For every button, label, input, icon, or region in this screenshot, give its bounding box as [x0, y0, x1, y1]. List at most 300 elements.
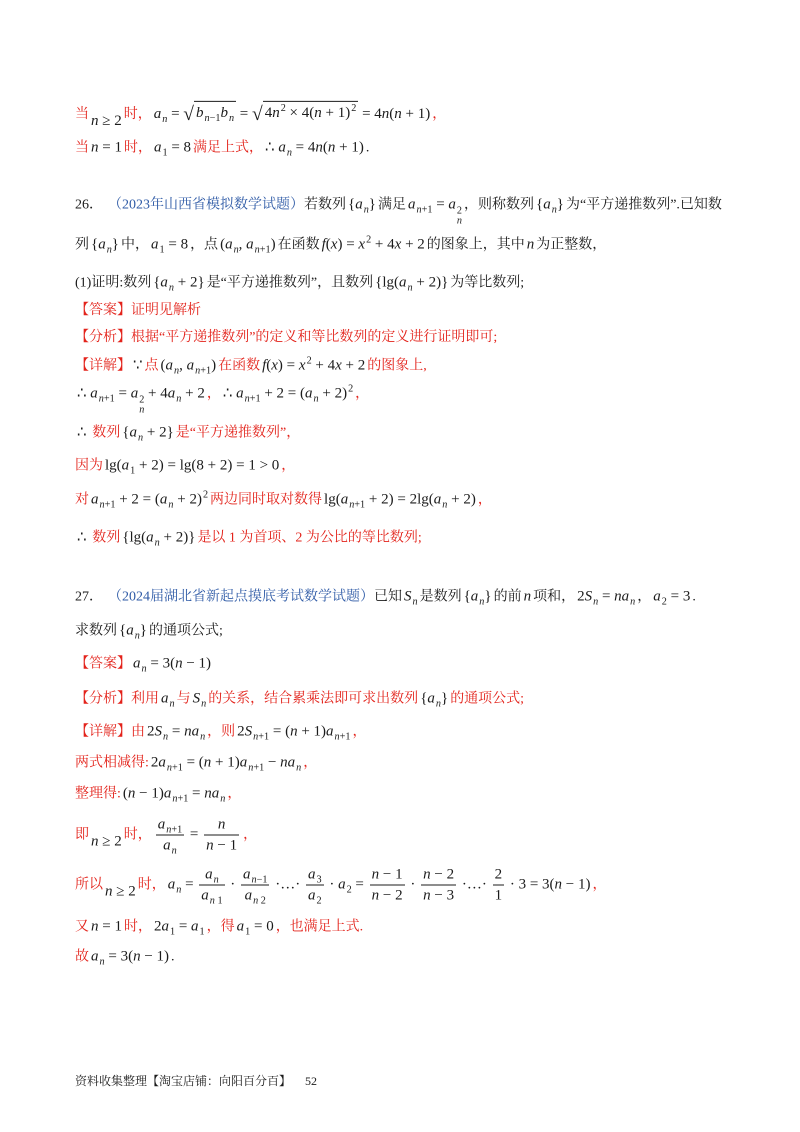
- math-text: [326, 724, 334, 740]
- math-variable: n: [233, 244, 239, 256]
- math-group: [122, 785, 226, 805]
- math-text: 2: [150, 754, 159, 771]
- source-tag: （2023年山西省模拟数学试题）: [115, 197, 304, 213]
- math-variable: a: [130, 385, 139, 402]
- math-expression: [160, 357, 217, 377]
- radicand: [263, 101, 359, 123]
- math-text: [160, 275, 168, 291]
- math-variable: n: [296, 762, 302, 774]
- text-run: .: [692, 589, 696, 605]
- solution-text: 所以: [75, 877, 103, 893]
- math-text: {: [536, 196, 544, 213]
- math-group: [404, 588, 418, 608]
- math-text: = (n + 1): [272, 723, 327, 740]
- math-group: [262, 355, 366, 374]
- math-expression: [167, 866, 591, 907]
- math-text: 2: [494, 866, 503, 883]
- text-run: .: [365, 140, 370, 156]
- math-text: {: [348, 196, 356, 213]
- math-expression: [105, 883, 136, 899]
- math-group: [324, 491, 476, 511]
- subscripted-symbol: [244, 887, 266, 907]
- math-variable: a: [244, 887, 253, 904]
- math-text: (: [428, 491, 434, 508]
- subscripted-symbol: [427, 690, 441, 710]
- math-variable: n: [134, 630, 140, 642]
- math-variable: x: [335, 357, 342, 374]
- math-variable: S: [244, 723, 253, 740]
- subscript: [245, 393, 261, 404]
- math-text: ): [270, 236, 276, 253]
- math-text: [296, 762, 301, 773]
- math-text: f(x) =: [262, 357, 296, 374]
- math-text: 2: [139, 394, 145, 406]
- fraction: [370, 866, 405, 905]
- math-text: [246, 237, 254, 253]
- analysis-27: [75, 689, 524, 710]
- math-variable: n: [363, 204, 369, 216]
- math-text: [524, 589, 532, 605]
- math-group: [105, 457, 280, 477]
- math-text: + 2) = 2: [368, 491, 418, 508]
- solution-text: 点: [144, 358, 159, 374]
- superscripted-symbol: [342, 383, 354, 402]
- math-variable: n: [174, 365, 180, 377]
- subscript: [200, 731, 205, 742]
- math-text: 4: [264, 104, 273, 121]
- math-group: [222, 383, 354, 405]
- math-text: (: [335, 491, 341, 508]
- math-variable: a: [355, 196, 363, 213]
- math-text: + 4: [148, 385, 168, 402]
- math-text: 2: [316, 895, 322, 907]
- solution-text: 满足上式，: [193, 140, 264, 156]
- math-text: (: [116, 457, 122, 474]
- math-variable: a: [161, 690, 169, 707]
- math-text: 2: [237, 723, 245, 740]
- math-variable: n: [98, 393, 104, 405]
- math-variable: x: [394, 236, 402, 253]
- subscript: [172, 793, 188, 804]
- math-group: [577, 588, 636, 608]
- detail-26-line-3: [75, 423, 300, 444]
- math-text: ∴: [77, 424, 87, 441]
- math-text: {: [463, 588, 471, 605]
- math-text: 2: [366, 234, 372, 246]
- math-expression: [237, 723, 351, 743]
- math-variable: a: [326, 723, 334, 740]
- exponent: [351, 103, 356, 114]
- math-text: 2: [348, 383, 354, 395]
- math-variable: a: [236, 918, 245, 935]
- math-text: = 3(n − 1): [150, 655, 212, 672]
- solution-text: ，则: [207, 724, 236, 740]
- math-text: + 2: [185, 385, 205, 402]
- text-run: 27．: [75, 589, 103, 605]
- solution-text: 数列: [92, 425, 121, 441]
- math-text: }: [484, 588, 492, 605]
- subscript: [229, 112, 234, 123]
- math-variable: a: [621, 588, 630, 605]
- math-variable: n: [168, 282, 175, 294]
- math-text: 2: [153, 918, 162, 935]
- math-variable: a: [205, 866, 213, 883]
- fraction: [493, 866, 505, 905]
- subscripted-symbol: [157, 816, 183, 836]
- subscript: [220, 793, 225, 804]
- math-variable: n: [251, 874, 257, 886]
- math-variable: n: [244, 393, 250, 405]
- math-text: (8 + 2) = 1 > 0: [191, 457, 280, 474]
- math-text: [172, 845, 177, 856]
- numerator: [306, 866, 324, 886]
- solution-text: 又: [75, 919, 89, 935]
- math-function: lg: [129, 529, 142, 546]
- math-group: [653, 588, 691, 608]
- script-stack: [457, 206, 462, 227]
- math-text: =: [171, 106, 180, 123]
- subscripted-symbol: [653, 588, 667, 608]
- text-run: 已知: [374, 589, 402, 605]
- solution-text: 故: [75, 949, 89, 965]
- math-text: n+1: [166, 762, 183, 774]
- math-text: [404, 589, 412, 605]
- math-function: lg: [382, 274, 394, 291]
- math-expression: [150, 754, 302, 774]
- subscript: [205, 112, 221, 123]
- math-text: = 4n(n + 1): [362, 106, 431, 123]
- solution-text: 时，: [123, 919, 152, 935]
- math-variable: a: [427, 690, 435, 707]
- subscripted-symbol: [90, 385, 115, 405]
- math-variable: n: [201, 698, 207, 710]
- math-text: (n − 1): [122, 785, 164, 802]
- solution-text: ，: [432, 107, 447, 123]
- math-text: ,: [179, 357, 183, 374]
- subscript: [316, 895, 321, 906]
- math-text: ·: [410, 876, 416, 893]
- math-text: {: [122, 424, 130, 441]
- solution-text: 即: [75, 827, 89, 843]
- solution-text: 时，: [123, 107, 152, 123]
- solution-text: 时，: [123, 140, 152, 156]
- math-variable: n: [315, 139, 323, 156]
- math-text: [305, 386, 313, 402]
- math-variable: a: [287, 754, 296, 771]
- math-expression: [222, 383, 354, 405]
- math-expression: [324, 491, 476, 511]
- math-variable: n: [138, 432, 144, 444]
- math-text: =: [185, 876, 194, 893]
- detail-26-line-4: [75, 456, 295, 477]
- subscripted-symbol: [167, 385, 182, 405]
- math-variable: a: [163, 837, 171, 854]
- math-variable: n: [371, 887, 380, 904]
- math-variable: n: [127, 785, 136, 802]
- math-text: 2: [202, 489, 209, 501]
- math-variable: a: [153, 106, 162, 123]
- math-text: [91, 492, 99, 508]
- math-variable: a: [153, 139, 162, 156]
- math-text: =: [178, 918, 188, 935]
- subscript: [349, 499, 365, 510]
- math-text: [133, 656, 141, 672]
- text-run: .: [171, 949, 175, 965]
- subscripted-symbol: [151, 236, 165, 256]
- subsup-symbol: [130, 385, 145, 416]
- solution-text: 当: [75, 140, 89, 156]
- math-expression: [524, 589, 532, 605]
- math-text: (: [394, 274, 399, 291]
- math-expression: [265, 139, 364, 159]
- math-text: [151, 237, 159, 253]
- math-variable: n: [171, 845, 177, 857]
- math-expression: [91, 236, 119, 256]
- math-text: [622, 589, 630, 605]
- math-text: [166, 358, 174, 374]
- math-text: + 2) =: [139, 457, 176, 474]
- math-variable: n: [334, 731, 340, 743]
- math-variable: n: [91, 113, 99, 130]
- math-variable: a: [158, 754, 166, 771]
- subscript: [214, 874, 219, 885]
- problem-27-question: [75, 621, 223, 642]
- math-variable: n: [163, 731, 169, 743]
- math-text: n − 2: [423, 866, 455, 883]
- detail-27-line-2: [75, 753, 317, 774]
- math-text: [341, 492, 349, 508]
- subscripted-symbol: [196, 104, 221, 124]
- source-tag: （2024届湖北省新起点摸底考试数学试题）: [115, 589, 374, 605]
- math-group: [154, 816, 241, 857]
- detail-27-line-6: [75, 917, 363, 938]
- text-run: 是数列: [419, 589, 462, 605]
- math-text: n = 1: [91, 139, 122, 156]
- math-text: = n: [601, 588, 622, 605]
- radical-sign-icon: √: [183, 104, 194, 126]
- math-variable: a: [448, 196, 456, 213]
- math-expression: [153, 918, 205, 938]
- math-variable: n: [220, 793, 226, 805]
- math-variable: n: [209, 895, 215, 907]
- math-text: + 4x + 2: [315, 357, 366, 374]
- solution-text: 在函数: [218, 358, 261, 374]
- solution-text: ，: [206, 386, 221, 402]
- math-variable: a: [211, 785, 220, 802]
- detail-27-line-3: [75, 784, 241, 805]
- solution-text: 【分析】利用: [75, 691, 159, 707]
- radical-sign-icon: √: [252, 104, 263, 126]
- math-text: (: [220, 236, 226, 253]
- detail-27-line-1: [75, 722, 366, 743]
- math-text: n 1: [209, 895, 223, 907]
- detail-27-line-4: [75, 816, 257, 855]
- detail-26-line-6: [75, 528, 422, 549]
- math-text: [155, 724, 163, 740]
- math-group: [237, 723, 351, 743]
- text-run: 是“平方递推数列”，且数列: [206, 275, 374, 291]
- math-variable: a: [157, 816, 166, 833]
- math-text: [205, 867, 213, 883]
- math-text: 2: [577, 588, 585, 605]
- math-variable: n: [523, 588, 532, 605]
- numerator: [156, 816, 184, 836]
- math-variable: n: [416, 204, 422, 216]
- math-text: 2: [280, 102, 286, 114]
- math-text: [201, 888, 209, 904]
- solution-text: 时，: [137, 877, 166, 893]
- math-variable: n: [630, 596, 636, 608]
- math-expression: [91, 489, 209, 511]
- math-text: n − 1: [371, 866, 403, 883]
- math-text: · 3 = 3(n − 1): [509, 876, 591, 893]
- math-text: ∴: [77, 385, 87, 402]
- math-function: lg: [105, 457, 117, 474]
- math-text: + 4x + 2: [374, 236, 425, 253]
- math-variable: n: [166, 824, 172, 836]
- square-root: [252, 101, 358, 126]
- subscripted-symbol: [129, 424, 144, 444]
- radicand: [194, 101, 236, 123]
- math-text: n+1: [254, 244, 271, 256]
- math-text: [212, 786, 220, 802]
- subscripted-symbol: [543, 196, 557, 216]
- math-text: [243, 867, 251, 883]
- math-text: [191, 919, 199, 935]
- superscripted-symbol: [345, 102, 357, 121]
- math-text: [630, 596, 635, 607]
- math-text: =: [239, 106, 249, 123]
- subscripted-symbol: [355, 196, 369, 216]
- math-text: [448, 197, 456, 213]
- math-text: [196, 105, 204, 121]
- math-text: [225, 237, 233, 253]
- text-run: 项和，: [533, 589, 576, 605]
- math-variable: b: [196, 104, 204, 121]
- subscript: [248, 762, 264, 773]
- subscripted-symbol: [159, 491, 174, 511]
- math-variable: n: [248, 762, 254, 774]
- math-variable: n: [286, 147, 292, 159]
- subscripted-symbol: [307, 887, 322, 907]
- math-expression: [77, 425, 90, 441]
- text-run: 的图象上，其中: [426, 237, 525, 253]
- math-variable: n: [200, 731, 206, 743]
- math-text: n+1: [253, 731, 270, 743]
- math-text: [308, 867, 316, 883]
- math-text: 1: [162, 147, 168, 159]
- subscripted-symbol: [163, 785, 189, 805]
- math-variable: n: [217, 816, 226, 833]
- math-variable: n: [206, 837, 214, 854]
- math-variable: n: [203, 754, 212, 771]
- math-variable: n: [91, 139, 99, 156]
- math-text: 1: [159, 244, 165, 256]
- math-variable: a: [151, 236, 159, 253]
- solution-text: 对: [75, 492, 89, 508]
- detail-27-line-7: [75, 947, 175, 968]
- math-expression: [122, 529, 196, 549]
- math-group: [321, 234, 425, 253]
- subscript: [195, 365, 211, 376]
- math-text: [653, 589, 661, 605]
- math-expression: [375, 274, 449, 294]
- math-variable: n: [91, 833, 99, 850]
- math-variable: a: [159, 491, 168, 508]
- math-text: [187, 358, 195, 374]
- math-text: [585, 589, 593, 605]
- math-text: [543, 197, 551, 213]
- math-variable: a: [186, 357, 195, 374]
- subscripted-symbol: [161, 690, 175, 710]
- subscript: [413, 596, 418, 607]
- math-text: n+1: [244, 393, 261, 405]
- math-text: + 2: [322, 385, 343, 402]
- math-expression: [527, 237, 535, 253]
- math-group: [133, 655, 212, 675]
- math-group: [150, 754, 302, 774]
- math-variable: n: [204, 785, 212, 802]
- math-text: n+1: [334, 731, 351, 743]
- math-group: [536, 196, 564, 216]
- math-group: [119, 622, 147, 642]
- math-text: [236, 386, 244, 402]
- superscripted-symbol: [358, 234, 372, 253]
- math-variable: n: [412, 596, 418, 608]
- math-group: [264, 102, 357, 121]
- subscripted-symbol: [244, 723, 270, 743]
- math-variable: n: [314, 104, 322, 121]
- subscript: [457, 217, 462, 228]
- math-variable: n: [99, 956, 105, 968]
- math-text: {: [420, 690, 428, 707]
- math-function: lg: [324, 491, 336, 508]
- math-expression: [408, 196, 462, 227]
- math-expression: [536, 196, 564, 216]
- subscripted-symbol: [470, 588, 485, 608]
- math-variable: a: [338, 876, 346, 893]
- math-variable: b: [220, 104, 228, 121]
- math-text: = n: [171, 723, 192, 740]
- denominator: [306, 886, 324, 905]
- math-variable: a: [90, 385, 98, 402]
- math-variable: a: [278, 139, 286, 156]
- math-variable: a: [653, 588, 661, 605]
- solution-text: ，: [281, 458, 296, 474]
- case-n-eq-1-line: [75, 138, 369, 159]
- math-text: [146, 530, 154, 546]
- math-expression: [91, 919, 122, 935]
- math-variable: n: [184, 723, 192, 740]
- math-text: [154, 140, 162, 156]
- subscripted-symbol: [236, 385, 261, 405]
- math-text: [457, 216, 462, 227]
- math-expression: [122, 785, 226, 805]
- subsup-symbol: [448, 196, 462, 227]
- math-variable: n: [253, 895, 259, 907]
- math-text: [168, 386, 176, 402]
- subscripted-symbol: [399, 274, 413, 294]
- subscript: [139, 406, 144, 417]
- subscript: [210, 895, 223, 906]
- text-run: (1)证明:数列: [75, 275, 152, 291]
- math-text: [272, 105, 280, 121]
- math-expression: [153, 102, 431, 126]
- subscripted-symbol: [338, 876, 352, 895]
- math-variable: n: [139, 404, 145, 416]
- math-text: [193, 691, 201, 707]
- text-run: ，点: [190, 237, 219, 253]
